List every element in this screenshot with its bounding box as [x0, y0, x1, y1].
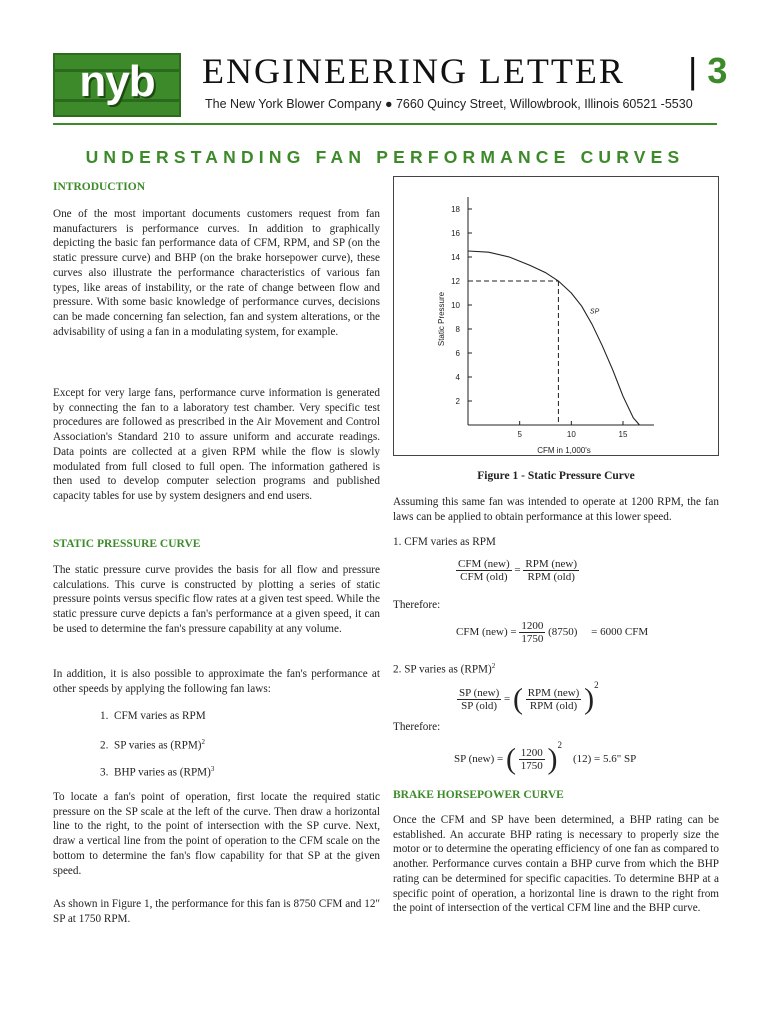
therefore-2: Therefore: [393, 721, 441, 733]
cfm-calc [456, 620, 648, 645]
fan-law-2-exp: 2 [201, 738, 206, 746]
calc1-result: = 6000 CFM [591, 626, 649, 639]
eq1-equals: = [514, 564, 521, 577]
right-paragraph-1: Assuming this same fan was intended to operate at 1200 RPM, the fan laws can be applied to obtain performance at this lower speed. [393, 496, 719, 523]
eq2-num-right: RPM (new) [527, 686, 580, 699]
eq1-den-right: RPM (old) [527, 571, 575, 583]
static-pressure-chart [394, 177, 718, 455]
fan-law-2 [100, 735, 205, 753]
sp-curve-label: SP [589, 308, 600, 316]
y-tick-label: 10 [451, 301, 460, 310]
eq2-den-left: SP (old) [461, 699, 498, 712]
fan-law-3-exp: 3 [210, 765, 215, 773]
right-law-1: 1. CFM varies as RPM [393, 536, 496, 548]
sp-paragraph-2: In addition, it is also possible to approximate the fan's performance at other speeds by applying the following fan laws: [53, 668, 380, 695]
calc1-mult: (8750) [548, 626, 578, 639]
letter-title: ENGINEERING LETTER [202, 51, 625, 91]
right-law-2-text: 2. SP varies as (RPM) [393, 663, 492, 676]
fan-law-3-text: BHP varies as (RPM) [113, 766, 211, 779]
page-headline: UNDERSTANDING FAN PERFORMANCE CURVES [85, 147, 685, 167]
eq2-exponent: 2 [594, 680, 599, 690]
calc2-lhs: SP (new) = [454, 753, 504, 765]
sp-paragraph-3: To locate a fan's point of operation, first locate the required static pressure on the SP scale at the left of the curve. Then draw a horizontal line to the right, to the point of intersection with the SP curve. Next, draw a vertical line from the point of operation to the CFM scale on the bottom to determine the fan's flow capability for that SP at the given speed. [53, 791, 380, 877]
fan-law-3-num: 3. [100, 766, 109, 779]
calc2-result: (12) = 5.6" SP [572, 753, 637, 765]
bhp-heading: BRAKE HORSEPOWER CURVE [393, 789, 564, 801]
static-pressure-heading: STATIC PRESSURE CURVE [53, 538, 201, 550]
fan-law-1 [100, 709, 206, 724]
fan-law-1-num: 1. [100, 710, 109, 722]
calc1-num: 1200 [521, 620, 544, 632]
right-law-2 [393, 659, 495, 677]
logo-text: nyb [79, 57, 155, 106]
fan-law-3 [100, 762, 214, 780]
calc2-exponent: 2 [557, 740, 562, 750]
introduction-heading: INTRODUCTION [53, 181, 146, 193]
cfm-ratio-equation [456, 558, 579, 583]
sp-paragraph-1: The static pressure curve provides the basis for all flow and pressure calculations. This curve is constructed by plotting a series of static pressure points versus specific flow rates at a given test speed. While the static pressure curve depicts a fan's performance at a given speed, it can be used to determine the fan's pressure capability at any volume. [53, 564, 380, 635]
y-tick-label: 8 [455, 325, 460, 334]
y-tick-label: 18 [451, 205, 460, 214]
y-tick-label: 6 [455, 349, 460, 358]
x-tick-label: 15 [618, 430, 628, 439]
eq1-num-left: CFM (new) [458, 558, 510, 570]
sp-paragraph-4: As shown in Figure 1, the performance for this fan is 8750 CFM and 12" SP at 1750 RPM. [53, 898, 380, 925]
figure-1-frame [393, 176, 719, 456]
x-tick-label: 10 [566, 430, 576, 439]
y-tick-label: 16 [451, 229, 460, 238]
page-number: 3 [707, 50, 728, 91]
therefore-1: Therefore: [393, 599, 441, 611]
bhp-paragraph-1: Once the CFM and SP have been determined, a BHP rating can be established. An accurate BHP rating is necessary to properly size the motor or to determine the operating efficiency of one fan as compared to another. Performance curves contain a BHP curve from which the BHP rating can be determined for specific capacities. To determine BHP at a specific point of operation, a horizontal line is drawn to the right from the point of intersection of the vertical CFM line and the BHP curve. [393, 814, 719, 915]
intro-paragraph-1: One of the most important documents customers request from fan manufacturers is performance curves. In addition to graphically depicting the basic fan performance data of CFM, RPM, and SP (on the static pressure curve) and BHP (on the brake horsepower curve), these curves also illustrate the performance characteristics of various fan types, like areas of instability, or the rate of change between flow and pressure. With some basic knowledge of performance curves, decisions can be made concerning fan selection, fan and system alterations, or the advisability of using a fan in a modulating system, for example. [53, 208, 380, 338]
calc1-lhs: CFM (new) = [456, 626, 517, 639]
header-divider [53, 123, 717, 125]
page-number-block [688, 50, 727, 92]
company-logo [53, 53, 181, 117]
sp-ratio-equation: $\frac{\text{SP (new)}}{\text{SP (old)}}$ = ( $\frac{\text{RPM (new)}}{\text{RPM (old)}}$ )$^2$ [459, 680, 599, 716]
eq2-equals: = [503, 693, 511, 705]
right-law-2-exp: 2 [491, 662, 496, 670]
fan-law-2-num: 2. [100, 739, 109, 752]
fan-law-2-text: SP varies as (RPM) [113, 739, 202, 752]
figure-1-caption: Figure 1 - Static Pressure Curve [477, 470, 635, 482]
y-tick-label: 2 [455, 397, 460, 406]
calc1-den: 1750 [521, 633, 544, 645]
eq1-num-right: RPM (new) [525, 558, 577, 570]
intro-paragraph-2: Except for very large fans, performance curve information is generated by connecting the fan to a laboratory test chamber. Very specific test procedures are followed as prescribed in the Air Movement and Control Association's Standard 210 to assure uniform and accurate readings. Data points are collected at a given RPM while the flow is slowly modulated from full closed to full open. The information gathered is then used to develop computer selection programs and published capacity tables for use by system designers and end users. [53, 387, 380, 502]
y-tick-label: 4 [455, 373, 460, 382]
calc2-den: 1750 [520, 759, 543, 772]
eq2-num-left: SP (new) [459, 686, 500, 699]
fan-law-1-text: CFM varies as RPM [113, 710, 206, 722]
y-axis-label: Static Pressure [437, 291, 446, 347]
calc2-num: 1200 [520, 746, 543, 759]
sp-curve [468, 251, 640, 425]
y-tick-label: 12 [451, 277, 460, 286]
x-tick-label: 5 [517, 430, 522, 439]
x-axis-label: CFM in 1,000's [537, 446, 591, 455]
company-address: The New York Blower Company ● 7660 Quincy Street, Willowbrook, Illinois 60521 -5530 [205, 97, 693, 111]
eq1-den-left: CFM (old) [460, 571, 508, 583]
y-tick-label: 14 [451, 253, 460, 262]
title-separator: | [688, 50, 698, 91]
sp-calc: SP (new) = ( $\frac{1200}{1750}$ )$^2$ (12) = 5.6" SP [454, 740, 637, 776]
eq2-den-right: RPM (old) [529, 699, 578, 712]
